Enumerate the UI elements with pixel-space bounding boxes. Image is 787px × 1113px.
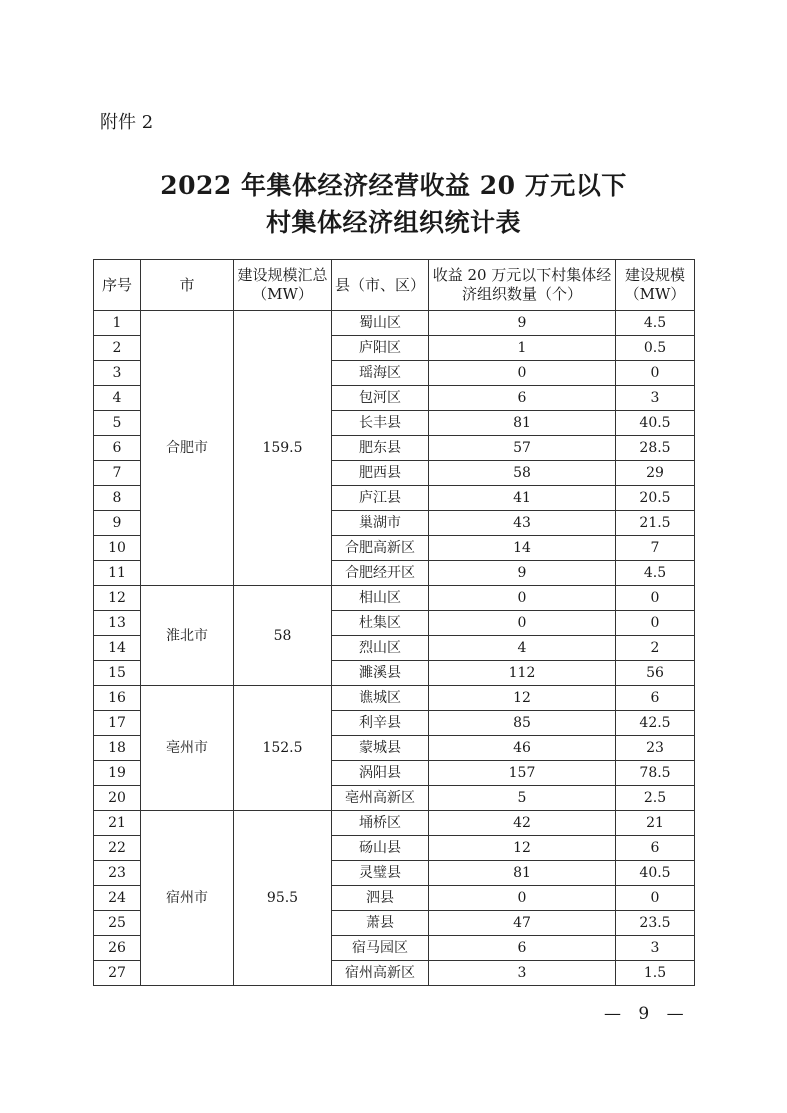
org-count-cell: 57 xyxy=(429,436,616,461)
county-cell: 庐阳区 xyxy=(332,336,429,361)
row-serial: 26 xyxy=(94,936,141,961)
scale-cell: 3 xyxy=(616,386,695,411)
scale-cell: 40.5 xyxy=(616,411,695,436)
county-cell: 相山区 xyxy=(332,586,429,611)
org-count-cell: 0 xyxy=(429,611,616,636)
county-cell: 埇桥区 xyxy=(332,811,429,836)
attachment-label: 附件 2 xyxy=(100,112,154,133)
org-count-cell: 3 xyxy=(429,961,616,986)
header-scale-total: 建设规模汇总（MW） xyxy=(234,260,332,311)
city-cell: 合肥市 xyxy=(141,311,234,586)
row-serial: 14 xyxy=(94,636,141,661)
row-serial: 13 xyxy=(94,611,141,636)
county-cell: 肥西县 xyxy=(332,461,429,486)
org-count-cell: 12 xyxy=(429,686,616,711)
row-serial: 25 xyxy=(94,911,141,936)
row-serial: 1 xyxy=(94,311,141,336)
table-row xyxy=(94,686,695,711)
row-serial: 7 xyxy=(94,461,141,486)
org-count-cell: 157 xyxy=(429,761,616,786)
row-serial: 22 xyxy=(94,836,141,861)
scale-cell: 42.5 xyxy=(616,711,695,736)
statistics-table xyxy=(93,259,695,986)
header-org-count: 收益 20 万元以下村集体经济组织数量（个） xyxy=(429,260,616,311)
scale-cell: 0 xyxy=(616,886,695,911)
scale-cell: 40.5 xyxy=(616,861,695,886)
org-count-cell: 41 xyxy=(429,486,616,511)
header-city: 市 xyxy=(141,260,234,311)
county-cell: 蒙城县 xyxy=(332,736,429,761)
county-cell: 谯城区 xyxy=(332,686,429,711)
org-count-cell: 1 xyxy=(429,336,616,361)
table-row xyxy=(94,311,695,336)
county-cell: 合肥经开区 xyxy=(332,561,429,586)
table-body xyxy=(94,311,695,986)
org-count-cell: 47 xyxy=(429,911,616,936)
scale-cell: 4.5 xyxy=(616,561,695,586)
org-count-cell: 0 xyxy=(429,586,616,611)
city-scale-total: 95.5 xyxy=(234,811,332,986)
org-count-cell: 6 xyxy=(429,936,616,961)
county-cell: 宿马园区 xyxy=(332,936,429,961)
row-serial: 10 xyxy=(94,536,141,561)
page-number: — 9 — xyxy=(604,1004,690,1024)
scale-cell: 23 xyxy=(616,736,695,761)
row-serial: 4 xyxy=(94,386,141,411)
org-count-cell: 0 xyxy=(429,886,616,911)
row-serial: 18 xyxy=(94,736,141,761)
scale-cell: 0.5 xyxy=(616,336,695,361)
row-serial: 8 xyxy=(94,486,141,511)
scale-cell: 28.5 xyxy=(616,436,695,461)
org-count-cell: 43 xyxy=(429,511,616,536)
row-serial: 23 xyxy=(94,861,141,886)
row-serial: 3 xyxy=(94,361,141,386)
row-serial: 17 xyxy=(94,711,141,736)
header-serial: 序号 xyxy=(94,260,141,311)
org-count-cell: 81 xyxy=(429,861,616,886)
org-count-cell: 85 xyxy=(429,711,616,736)
org-count-cell: 14 xyxy=(429,536,616,561)
row-serial: 6 xyxy=(94,436,141,461)
org-count-cell: 112 xyxy=(429,661,616,686)
county-cell: 杜集区 xyxy=(332,611,429,636)
scale-cell: 1.5 xyxy=(616,961,695,986)
scale-cell: 29 xyxy=(616,461,695,486)
org-count-cell: 9 xyxy=(429,561,616,586)
header-county: 县（市、区） xyxy=(332,260,429,311)
city-cell: 宿州市 xyxy=(141,811,234,986)
scale-cell: 6 xyxy=(616,686,695,711)
scale-cell: 2.5 xyxy=(616,786,695,811)
city-scale-total: 159.5 xyxy=(234,311,332,586)
scale-cell: 23.5 xyxy=(616,911,695,936)
county-cell: 宿州高新区 xyxy=(332,961,429,986)
scale-cell: 78.5 xyxy=(616,761,695,786)
county-cell: 肥东县 xyxy=(332,436,429,461)
scale-cell: 6 xyxy=(616,836,695,861)
row-serial: 5 xyxy=(94,411,141,436)
row-serial: 9 xyxy=(94,511,141,536)
org-count-cell: 0 xyxy=(429,361,616,386)
row-serial: 20 xyxy=(94,786,141,811)
county-cell: 亳州高新区 xyxy=(332,786,429,811)
scale-cell: 21 xyxy=(616,811,695,836)
city-cell: 淮北市 xyxy=(141,586,234,686)
county-cell: 烈山区 xyxy=(332,636,429,661)
row-serial: 27 xyxy=(94,961,141,986)
org-count-cell: 4 xyxy=(429,636,616,661)
county-cell: 合肥高新区 xyxy=(332,536,429,561)
document-title-line1: 2022 年集体经济经营收益 20 万元以下 xyxy=(160,171,627,200)
org-count-cell: 9 xyxy=(429,311,616,336)
city-cell: 亳州市 xyxy=(141,686,234,811)
county-cell: 萧县 xyxy=(332,911,429,936)
scale-cell: 0 xyxy=(616,361,695,386)
county-cell: 蜀山区 xyxy=(332,311,429,336)
county-cell: 涡阳县 xyxy=(332,761,429,786)
table-row xyxy=(94,586,695,611)
row-serial: 21 xyxy=(94,811,141,836)
row-serial: 24 xyxy=(94,886,141,911)
county-cell: 瑶海区 xyxy=(332,361,429,386)
county-cell: 包河区 xyxy=(332,386,429,411)
scale-cell: 2 xyxy=(616,636,695,661)
org-count-cell: 46 xyxy=(429,736,616,761)
county-cell: 庐江县 xyxy=(332,486,429,511)
city-scale-total: 58 xyxy=(234,586,332,686)
county-cell: 利辛县 xyxy=(332,711,429,736)
county-cell: 濉溪县 xyxy=(332,661,429,686)
header-scale: 建设规模（MW） xyxy=(616,260,695,311)
scale-cell: 20.5 xyxy=(616,486,695,511)
scale-cell: 56 xyxy=(616,661,695,686)
county-cell: 泗县 xyxy=(332,886,429,911)
row-serial: 2 xyxy=(94,336,141,361)
city-scale-total: 152.5 xyxy=(234,686,332,811)
row-serial: 11 xyxy=(94,561,141,586)
scale-cell: 7 xyxy=(616,536,695,561)
county-cell: 砀山县 xyxy=(332,836,429,861)
scale-cell: 4.5 xyxy=(616,311,695,336)
row-serial: 12 xyxy=(94,586,141,611)
table-header-row xyxy=(94,260,695,311)
row-serial: 19 xyxy=(94,761,141,786)
scale-cell: 0 xyxy=(616,586,695,611)
row-serial: 16 xyxy=(94,686,141,711)
table-row xyxy=(94,811,695,836)
county-cell: 灵璧县 xyxy=(332,861,429,886)
row-serial: 15 xyxy=(94,661,141,686)
scale-cell: 0 xyxy=(616,611,695,636)
org-count-cell: 6 xyxy=(429,386,616,411)
org-count-cell: 42 xyxy=(429,811,616,836)
scale-cell: 3 xyxy=(616,936,695,961)
org-count-cell: 58 xyxy=(429,461,616,486)
county-cell: 长丰县 xyxy=(332,411,429,436)
org-count-cell: 12 xyxy=(429,836,616,861)
county-cell: 巢湖市 xyxy=(332,511,429,536)
org-count-cell: 81 xyxy=(429,411,616,436)
org-count-cell: 5 xyxy=(429,786,616,811)
document-title-line2: 村集体经济组织统计表 xyxy=(265,208,521,237)
scale-cell: 21.5 xyxy=(616,511,695,536)
